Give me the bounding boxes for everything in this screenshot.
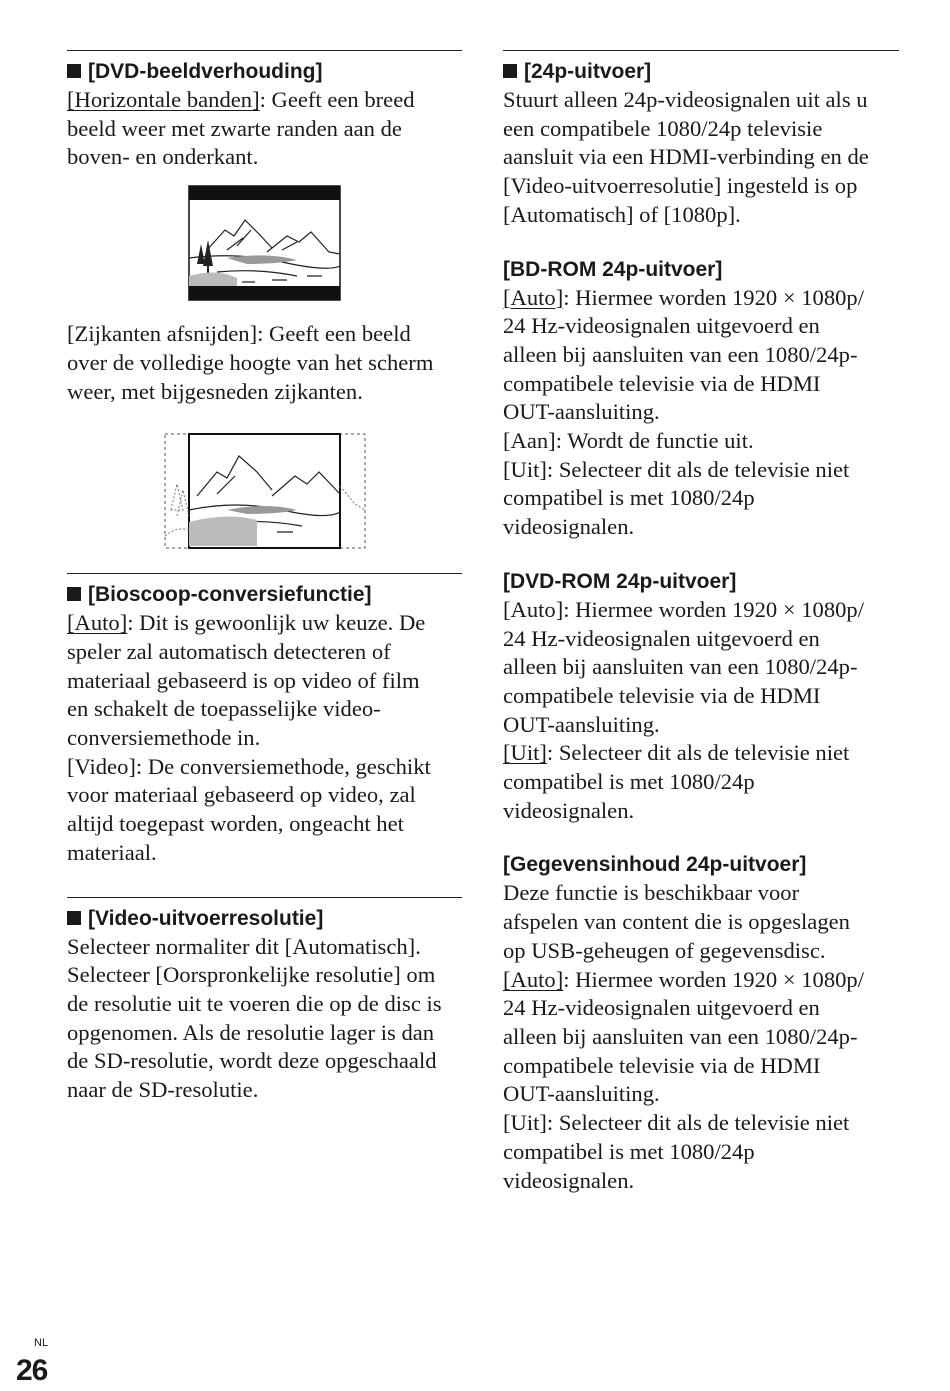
body-line: compatibele televisie via de HDMI bbox=[503, 682, 821, 708]
section-divider bbox=[67, 573, 462, 574]
body-line: altijd toegepast worden, ongeacht het bbox=[67, 811, 404, 837]
body-line: [Zijkanten afsnijden]: Geeft een beeld bbox=[67, 321, 411, 347]
section-divider bbox=[67, 897, 462, 898]
default-option: [Auto] bbox=[67, 610, 128, 636]
body-line: compatibel is met 1080/24p bbox=[503, 769, 755, 795]
body-line: [Video-uitvoerresolutie] ingesteld is op bbox=[503, 173, 858, 199]
body-line: boven- en onderkant. bbox=[67, 144, 259, 170]
body-line: alleen bij aansluiten van een 1080/24p- bbox=[503, 341, 858, 367]
body-line: videosignalen. bbox=[503, 797, 635, 823]
body-line: naar de SD-resolutie. bbox=[67, 1077, 259, 1103]
right-column bbox=[503, 50, 899, 1195]
body-line: afspelen van content die is opgeslagen bbox=[503, 909, 850, 935]
square-bullet-icon bbox=[67, 587, 81, 601]
body-line: [Automatisch] of [1080p]. bbox=[503, 201, 741, 227]
body-line: en schakelt de toepasselijke video- bbox=[67, 696, 381, 722]
option-line: [Horizontale banden]: Geeft een breed bbox=[67, 87, 415, 112]
body-line: de SD-resolutie, wordt deze opgeschaald bbox=[67, 1048, 437, 1074]
body-line: voor materiaal gebaseerd op video, zal bbox=[67, 782, 416, 808]
body-line: compatibele televisie via de HDMI bbox=[503, 370, 821, 396]
body-line: weer, met bijgesneden zijkanten. bbox=[67, 378, 363, 404]
section-title-dvd-aspect: [DVD-beeldverhouding] bbox=[67, 57, 462, 86]
body-line: compatibel is met 1080/24p bbox=[503, 1138, 755, 1164]
body-line: [Uit]: Selecteer dit als de televisie niet bbox=[503, 1110, 850, 1136]
language-code: NL bbox=[34, 1337, 49, 1349]
default-option: [Uit] bbox=[503, 740, 547, 766]
left-column bbox=[67, 50, 462, 1105]
body-line: Stuurt alleen 24p-videosignalen uit als u bbox=[503, 87, 868, 112]
option-line: [Auto]: Hiermee worden 1920 × 1080p/ bbox=[503, 966, 864, 992]
square-bullet-icon bbox=[67, 64, 81, 78]
body-line: videosignalen. bbox=[503, 1167, 635, 1193]
default-option: [Horizontale banden] bbox=[67, 87, 260, 112]
body-line: materiaal gebaseerd is op video of film bbox=[67, 667, 420, 693]
side-cut-illustration bbox=[67, 406, 462, 573]
body-line: over de volledige hoogte van het scherm bbox=[67, 349, 434, 375]
body-line: 24 Hz-videosignalen uitgevoerd en bbox=[503, 995, 820, 1021]
subsection-title-data-content: [Gegevensinhoud 24p-uitvoer] bbox=[503, 853, 807, 877]
body-line: speler zal automatisch detecteren of bbox=[67, 638, 391, 664]
option-line: [Auto]: Dit is gewoonlijk uw keuze. De bbox=[67, 610, 426, 636]
body-line: OUT-aansluiting. bbox=[503, 711, 660, 737]
body-line: Selecteer normaliter dit [Automatisch]. bbox=[67, 933, 421, 959]
section-title-24p-output: [24p-uitvoer] bbox=[503, 57, 899, 86]
body-line: [Uit]: Selecteer dit als de televisie niet bbox=[503, 456, 850, 482]
body-line: de resolutie uit te voeren die op de disc is bbox=[67, 990, 442, 1016]
letterbox-illustration bbox=[67, 172, 462, 320]
body-line: 24 Hz-videosignalen uitgevoerd en bbox=[503, 313, 820, 339]
body-line: Deze functie is beschikbaar voor bbox=[503, 880, 800, 906]
default-option: [Auto] bbox=[503, 966, 564, 992]
body-line: Selecteer [Oorspronkelijke resolutie] om bbox=[67, 962, 436, 988]
page-footer bbox=[16, 1336, 48, 1388]
body-line: materiaal. bbox=[67, 839, 157, 865]
page-number: 26 bbox=[16, 1354, 48, 1387]
body-line: 24 Hz-videosignalen uitgevoerd en bbox=[503, 625, 820, 651]
section-title-video-resolution: [Video-uitvoerresolutie] bbox=[67, 904, 462, 933]
body-line: compatibele televisie via de HDMI bbox=[503, 1052, 821, 1078]
body-line: beeld weer met zwarte randen aan de bbox=[67, 115, 402, 141]
square-bullet-icon bbox=[67, 911, 81, 925]
section-divider bbox=[67, 50, 462, 51]
body-line: conversiemethode in. bbox=[67, 725, 261, 751]
default-option: [Auto] bbox=[503, 284, 564, 310]
body-line: alleen bij aansluiten van een 1080/24p- bbox=[503, 1023, 858, 1049]
square-bullet-icon bbox=[503, 64, 517, 78]
body-line: een compatibele 1080/24p televisie bbox=[503, 115, 823, 141]
body-line: alleen bij aansluiten van een 1080/24p- bbox=[503, 654, 858, 680]
body-line: OUT-aansluiting. bbox=[503, 399, 660, 425]
body-line: aansluit via een HDMI-verbinding en de bbox=[503, 144, 869, 170]
subsection-title-bdrom: [BD-ROM 24p-uitvoer] bbox=[503, 257, 723, 281]
option-line: [Uit]: Selecteer dit als de televisie niet bbox=[503, 740, 850, 766]
section-divider bbox=[503, 50, 899, 51]
body-line: opgenomen. Als de resolutie lager is dan bbox=[67, 1019, 435, 1045]
body-line: OUT-aansluiting. bbox=[503, 1081, 660, 1107]
body-line: [Auto]: Hiermee worden 1920 × 1080p/ bbox=[503, 596, 864, 622]
body-line: op USB-geheugen of gegevensdisc. bbox=[503, 937, 826, 963]
body-line: videosignalen. bbox=[503, 514, 635, 540]
body-line: compatibel is met 1080/24p bbox=[503, 485, 755, 511]
body-line: [Video]: De conversiemethode, geschikt bbox=[67, 753, 431, 779]
subsection-title-dvdrom: [DVD-ROM 24p-uitvoer] bbox=[503, 569, 737, 593]
option-line: [Auto]: Hiermee worden 1920 × 1080p/ bbox=[503, 284, 864, 310]
section-title-cinema-conversion: [Bioscoop-conversiefunctie] bbox=[67, 580, 462, 609]
body-line: [Aan]: Wordt de functie uit. bbox=[503, 428, 754, 454]
